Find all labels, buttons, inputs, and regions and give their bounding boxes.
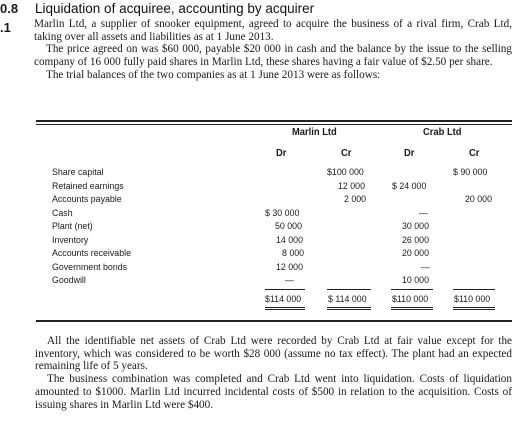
cell-crab-cr: $ 90 000 <box>453 167 488 178</box>
total-marlin-dr: $114 000 <box>265 294 302 305</box>
intro-paragraph: Marlin Ltd, a supplier of snooker equipment, agreed to acquire the business of a rival firm, Crab Ltd, taking over all assets and liabilities as at 1 June 2013. <box>34 18 512 43</box>
intro-paragraph: The price agreed on was $60 000, payable $20 000 in cash and the balance by the issue to the selling company of 16 000 fully paid shares in Marlin Ltd, these shares having a fair value of $2.50 per share. <box>34 43 512 69</box>
table-bottom-rule <box>36 320 512 322</box>
total-double-rule <box>265 307 305 308</box>
cell-marlin-dr: 12 000 <box>276 261 303 273</box>
company-header-marlin: Marlin Ltd <box>292 127 337 138</box>
account-label: Goodwill <box>52 275 86 286</box>
column-header-dr: Dr <box>404 148 415 159</box>
total-crab-cr: $110 000 <box>454 294 491 305</box>
subtotal-rule <box>453 289 495 290</box>
closing-text <box>35 335 512 411</box>
account-label: Inventory <box>52 234 89 246</box>
cell-marlin-cr: 2 000 <box>344 194 367 205</box>
cell-crab-dr: 30 000 <box>402 221 429 232</box>
cell-crab-dr: — <box>421 261 430 273</box>
subtotal-rule <box>265 289 305 290</box>
total-double-rule <box>391 309 433 310</box>
cell-crab-dr: 10 000 <box>402 275 429 286</box>
account-label: Government bonds <box>52 261 128 273</box>
total-double-rule <box>453 309 495 310</box>
closing-paragraph: All the identifiable net assets of Crab Ltd were recorded by Crab Ltd at fair value except for the inventory, which was considered to be worth $28 000 (assume no tax effect). The plant had an expected remaining life of 5 years. <box>35 335 512 373</box>
total-marlin-cr: $ 114 000 <box>328 294 367 305</box>
account-label: Accounts payable <box>52 194 122 205</box>
subtotal-rule <box>327 289 371 290</box>
company-header-crab: Crab Ltd <box>423 127 462 138</box>
column-header-dr: Dr <box>276 148 287 159</box>
total-double-rule <box>327 307 371 308</box>
cell-marlin-dr: $ 30 000 <box>265 207 300 219</box>
total-double-rule <box>265 309 305 310</box>
column-header-cr: Cr <box>469 148 480 159</box>
cell-marlin-dr: 14 000 <box>276 234 303 246</box>
total-double-rule <box>391 307 433 308</box>
cell-crab-dr: 26 000 <box>402 234 429 246</box>
account-label: Retained earnings <box>52 180 124 192</box>
account-label: Accounts receivable <box>52 248 131 259</box>
account-label: Share capital <box>52 167 104 178</box>
cell-crab-cr: 20 000 <box>465 194 492 205</box>
question-number: 0.8 <box>0 1 19 16</box>
cell-marlin-dr: 8 000 <box>282 248 305 259</box>
closing-paragraph: The business combination was completed and Crab Ltd went into liquidation. Costs of liquidation amounted to $1000. Marlin Ltd incurred incidental costs of $500 in relation to the acquisition. Costs of issuing shares in Marlin Ltd were $400. <box>35 373 512 411</box>
intro-paragraph: The trial balances of the two companies as at 1 June 2013 were as follows: <box>46 68 381 81</box>
column-header-cr: Cr <box>341 148 352 159</box>
cell-marlin-dr: 50 000 <box>275 221 302 232</box>
cell-marlin-dr: — <box>285 275 294 286</box>
total-crab-dr: $110 000 <box>392 294 429 305</box>
total-double-rule <box>327 309 371 310</box>
cell-crab-dr: $ 24 000 <box>392 180 427 192</box>
subtotal-rule <box>391 289 433 290</box>
question-title: Liquidation of acquiree, accounting by acquirer <box>35 1 315 16</box>
cell-crab-dr: — <box>419 207 428 219</box>
account-label: Cash <box>52 207 73 219</box>
cell-marlin-cr: $100 000 <box>327 167 364 178</box>
cell-marlin-cr: 12 000 <box>338 180 365 192</box>
cell-crab-dr: 20 000 <box>402 248 429 259</box>
account-label: Plant (net) <box>52 221 93 232</box>
question-level-marker: .1 <box>0 20 11 35</box>
total-double-rule <box>453 307 495 308</box>
